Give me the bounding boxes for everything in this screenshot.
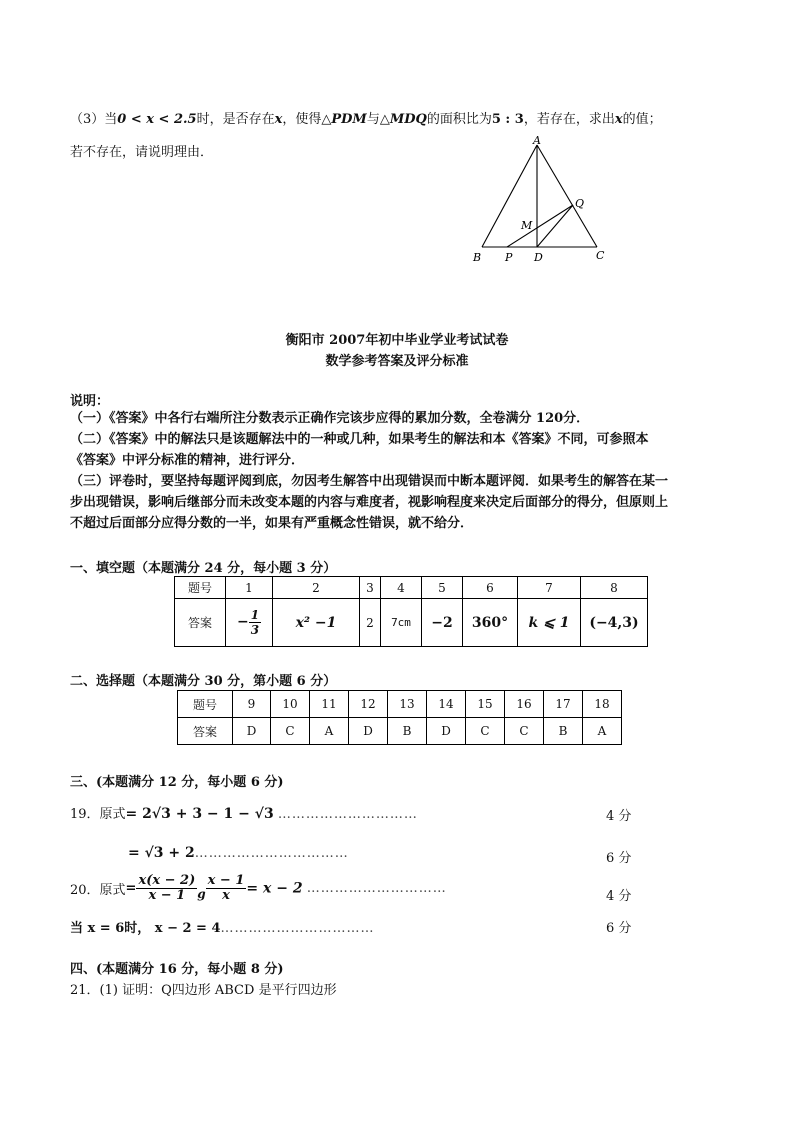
section4-title: 四、(本题满分 16 分，每小题 8 分) bbox=[70, 962, 284, 977]
section3-title: 三、(本题满分 12 分，每小题 6 分) bbox=[70, 775, 284, 790]
fill-in-table bbox=[174, 576, 648, 647]
q19-points2: 6 分 bbox=[606, 851, 632, 866]
choice-q-18: 18 bbox=[583, 691, 622, 718]
q20-den1: x − 1 bbox=[148, 888, 186, 903]
note-2a: （二）《答案》中的解法只是该题解法中的一种或几种，如果考生的解法和本《答案》不同，可参照本 bbox=[70, 432, 649, 447]
answer-title: 衡阳市 2007年初中毕业学业考试试卷 bbox=[285, 333, 509, 348]
q20-fraction2 bbox=[206, 874, 247, 903]
choice-a-12: D bbox=[349, 718, 388, 745]
choice-q-16: 16 bbox=[505, 691, 544, 718]
fill-q-1: 1 bbox=[226, 577, 273, 599]
q20-num1: x(x − 2) bbox=[138, 873, 196, 888]
fill-a-5: −2 bbox=[422, 599, 463, 647]
note-1: （一）《答案》中各行右端所注分数表示正确作完该步应得的累加分数，全卷满分 120分． bbox=[70, 411, 590, 426]
q3-text6: 的值； bbox=[622, 112, 662, 127]
q19-leader2: …………………………… bbox=[194, 846, 349, 861]
a1-fraction bbox=[249, 608, 261, 637]
a1-numerator: 1 bbox=[250, 608, 260, 622]
choice-q-12: 12 bbox=[349, 691, 388, 718]
q19-label: 19．原式 bbox=[70, 807, 126, 822]
fill-a-7: k ⩽ 1 bbox=[518, 599, 581, 647]
fill-q-2: 2 bbox=[273, 577, 360, 599]
choice-q-11: 11 bbox=[310, 691, 349, 718]
fill-a-3: 2 bbox=[360, 599, 381, 647]
q20-leader2: …………………………… bbox=[220, 921, 375, 936]
q3-prefix: （3）当 bbox=[70, 112, 118, 127]
choice-q-10: 10 bbox=[271, 691, 310, 718]
choice-q-label: 题号 bbox=[178, 691, 233, 718]
q20-eq: = bbox=[125, 881, 137, 896]
q3-ratio: 5 : 3 bbox=[491, 112, 524, 127]
segment-pq bbox=[507, 205, 573, 247]
section1-title: 一、填空题（本题满分 24 分，每小题 3 分） bbox=[70, 561, 337, 576]
segment-dq bbox=[537, 205, 573, 247]
fill-a-label: 答案 bbox=[175, 599, 226, 647]
fill-a-1 bbox=[226, 599, 273, 647]
fill-a-8: (−4,3) bbox=[581, 599, 648, 647]
q19-line1 bbox=[70, 803, 418, 822]
note-2b: 《答案》中评分标准的精神，进行评分． bbox=[70, 453, 305, 468]
q20-points1: 4 分 bbox=[606, 889, 632, 904]
a1-sign: − bbox=[236, 614, 249, 630]
choice-q-15: 15 bbox=[466, 691, 505, 718]
choice-a-14: D bbox=[427, 718, 466, 745]
q19-line2 bbox=[128, 845, 349, 861]
question3-line2: 若不存在，请说明理由． bbox=[70, 145, 214, 160]
a1-denominator: 3 bbox=[250, 623, 260, 637]
label-p: P bbox=[505, 251, 513, 264]
fill-q-3: 3 bbox=[360, 577, 381, 599]
fill-a-2: x² −1 bbox=[273, 599, 360, 647]
q21-line: 21．(1) 证明：Q四边形 ABCD 是平行四边形 bbox=[70, 983, 337, 998]
choice-a-15: C bbox=[466, 718, 505, 745]
choice-a-11: A bbox=[310, 718, 349, 745]
q3-var-x2: x bbox=[614, 112, 623, 127]
q19-points1: 4 分 bbox=[606, 809, 632, 824]
side-ac bbox=[537, 145, 597, 247]
fill-q-4: 4 bbox=[381, 577, 422, 599]
label-c: C bbox=[596, 249, 605, 262]
q20-leader1: ………………………… bbox=[306, 881, 447, 896]
q3-text4: 的面积比为 bbox=[426, 112, 492, 127]
choice-a-17: B bbox=[544, 718, 583, 745]
q19-expr2: = √3 + 2 bbox=[128, 845, 195, 861]
choice-a-label: 答案 bbox=[178, 718, 233, 745]
q20-result: = x − 2 bbox=[246, 880, 303, 897]
note-3a: （三）评卷时，要坚持每题评阅到底，勿因考生解答中出现错误而中断本题评阅．如果考生的解答在某一 bbox=[70, 474, 669, 489]
label-m: M bbox=[521, 219, 533, 232]
choice-q-17: 17 bbox=[544, 691, 583, 718]
label-a: A bbox=[533, 135, 541, 147]
fill-q-6: 6 bbox=[463, 577, 518, 599]
label-q: Q bbox=[575, 197, 585, 210]
fill-q-7: 7 bbox=[518, 577, 581, 599]
label-d: D bbox=[534, 251, 543, 264]
q3-text1: 时，是否存在 bbox=[196, 112, 275, 127]
note-3b: 步出现错误，影响后继部分而未改变本题的内容与难度者，视影响程度来决定后面部分的得分，但原则上 bbox=[70, 495, 669, 510]
q20-line2 bbox=[70, 917, 375, 936]
q20-num2: x − 1 bbox=[207, 873, 245, 888]
q19-expr1: = 2√3 + 3 − 1 − √3 bbox=[125, 806, 274, 822]
fill-q-label: 题号 bbox=[175, 577, 226, 599]
choice-a-13: B bbox=[388, 718, 427, 745]
q20-fraction1 bbox=[136, 874, 197, 903]
q3-text3: 与 bbox=[366, 112, 380, 127]
choice-table bbox=[177, 690, 622, 745]
choice-a-9: D bbox=[233, 718, 271, 745]
q3-var-x: x bbox=[274, 112, 283, 127]
fill-a-6: 360° bbox=[463, 599, 518, 647]
q3-triangle-mdq: △MDQ bbox=[379, 112, 427, 127]
label-b: B bbox=[473, 251, 482, 264]
choice-a-10: C bbox=[271, 718, 310, 745]
q3-text5: ，若存在，求出 bbox=[523, 112, 615, 127]
answer-subtitle: 数学参考答案及评分标准 bbox=[325, 354, 469, 369]
fill-q-8: 8 bbox=[581, 577, 648, 599]
q20-line1 bbox=[70, 874, 447, 903]
q3-text2: ，使得 bbox=[282, 112, 322, 127]
q20-g: g bbox=[197, 887, 206, 901]
choice-q-13: 13 bbox=[388, 691, 427, 718]
choice-q-14: 14 bbox=[427, 691, 466, 718]
q3-triangle-pdm: △PDM bbox=[321, 112, 367, 127]
fill-q-5: 5 bbox=[422, 577, 463, 599]
choice-a-16: C bbox=[505, 718, 544, 745]
q3-condition: 0 < x < 2.5 bbox=[117, 112, 197, 127]
fill-a-4: 7cm bbox=[381, 599, 422, 647]
q20-when: 当 x = 6时， x − 2 = 4 bbox=[70, 921, 221, 936]
q20-label: 20．原式 bbox=[70, 883, 126, 898]
q20-points2: 6 分 bbox=[606, 921, 632, 936]
section2-title: 二、选择题（本题满分 30 分，第小题 6 分） bbox=[70, 674, 337, 689]
choice-q-9: 9 bbox=[233, 691, 271, 718]
question3-line1 bbox=[70, 108, 662, 127]
q19-leader1: ………………………… bbox=[277, 807, 418, 822]
notes-heading: 说明： bbox=[70, 394, 110, 409]
triangle-figure bbox=[465, 135, 615, 265]
choice-a-18: A bbox=[583, 718, 622, 745]
note-3c: 不超过后面部分应得分数的一半，如果有严重概念性错误，就不给分． bbox=[70, 516, 474, 531]
q20-den2: x bbox=[222, 888, 230, 903]
